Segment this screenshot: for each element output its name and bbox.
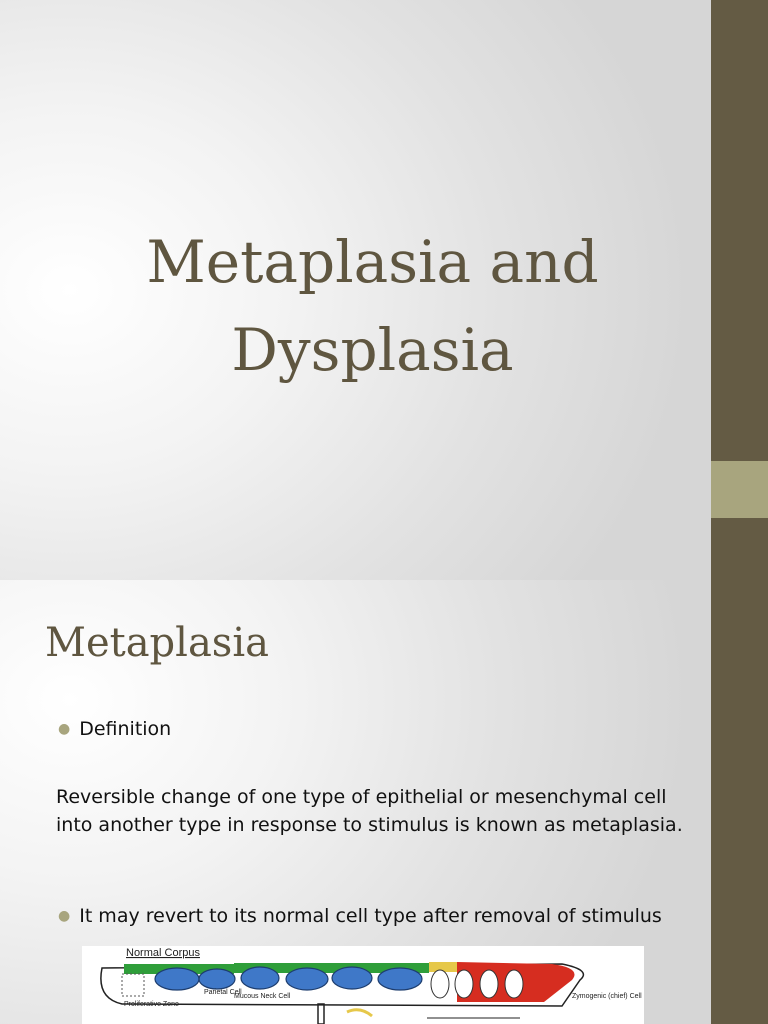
arrow-stem bbox=[318, 1004, 324, 1024]
bullet-definition bbox=[58, 718, 171, 740]
bullet-dot-icon: ● bbox=[58, 908, 71, 924]
title-line-1: Metaplasia and bbox=[146, 228, 599, 296]
bullet-text: Definition bbox=[79, 718, 172, 740]
label-proliferative: Proliferative Zone bbox=[124, 1001, 179, 1008]
label-zymogenic: Zymogenic (chief) Cell bbox=[572, 993, 642, 1000]
corpus-diagram-svg bbox=[82, 946, 644, 1024]
label-mucous: Mucous Neck Cell bbox=[234, 993, 291, 1000]
bullet-text: It may revert to its normal cell type after removal of stimulus bbox=[79, 905, 662, 927]
title-line-2: Dysplasia bbox=[231, 316, 514, 384]
bullet-dot-icon: ● bbox=[58, 721, 71, 737]
label-parietal: Parietal Cell bbox=[204, 989, 242, 996]
slide-heading: Metaplasia bbox=[45, 620, 269, 666]
side-bar-accent bbox=[711, 461, 768, 518]
yellow-squiggle bbox=[347, 1010, 372, 1016]
slide-metaplasia bbox=[0, 580, 711, 1024]
slide-title-text bbox=[0, 218, 711, 394]
figure-title: Normal Corpus bbox=[126, 947, 200, 959]
definition-paragraph: Reversible change of one type of epithelial or mesenchymal cell into another type in response to stimulus is known as metaplasia. bbox=[56, 786, 683, 836]
bullet-revert bbox=[58, 905, 662, 927]
corpus-diagram bbox=[82, 946, 644, 1024]
